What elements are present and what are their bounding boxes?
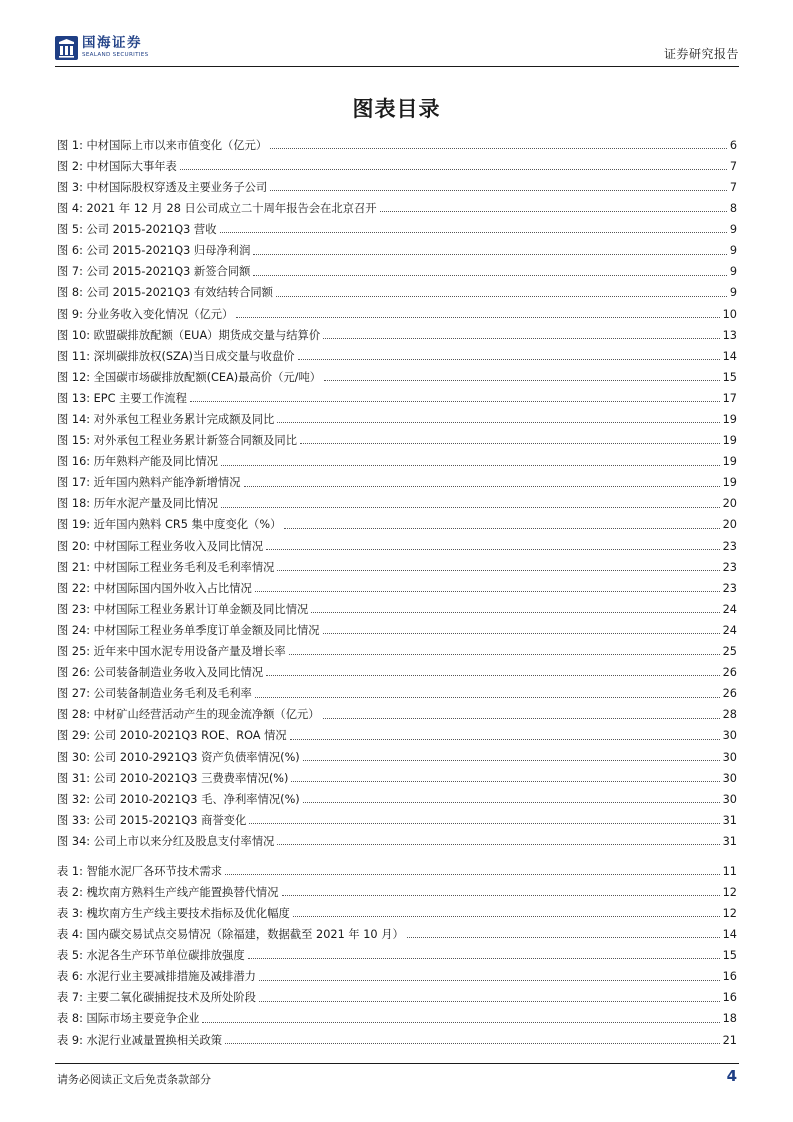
dot-leader: [253, 275, 726, 276]
toc-row-figure-16[interactable]: [57, 449, 737, 470]
toc-page-number: 13: [722, 328, 737, 342]
toc-row-figure-13[interactable]: [57, 386, 737, 407]
toc-entry-label: 图 34: 公司上市以来分红及股息支付率情况: [57, 834, 275, 848]
toc-row-table-4[interactable]: [57, 922, 737, 943]
toc-entry-label: 图 27: 公司装备制造业务毛利及毛利率: [57, 687, 252, 701]
toc-row-figure-24[interactable]: [57, 618, 737, 639]
dot-leader: [277, 844, 719, 845]
toc-row-figure-27[interactable]: [57, 681, 737, 702]
toc-page-number: 15: [722, 949, 737, 963]
toc-page-number: 16: [722, 991, 737, 1005]
toc-entry-label: 表 9: 水泥行业减量置换相关政策: [57, 1033, 223, 1047]
toc-page-number: 8: [729, 202, 737, 216]
dot-leader: [282, 895, 720, 896]
toc-entry-label: 图 10: 欧盟碳排放配额（EUA）期货成交量与结算价: [57, 328, 321, 342]
dot-leader: [276, 296, 727, 297]
toc-row-figure-8[interactable]: [57, 281, 737, 302]
dot-leader: [270, 190, 727, 191]
toc-entry-label: 图 29: 公司 2010-2021Q3 ROE、ROA 情况: [57, 729, 287, 743]
toc-page-number: 25: [722, 645, 737, 659]
toc-row-figure-28[interactable]: [57, 703, 737, 724]
dot-leader: [221, 507, 720, 508]
toc-row-table-5[interactable]: [57, 943, 737, 964]
dot-leader: [244, 486, 720, 487]
dot-leader: [180, 169, 727, 170]
toc-row-figure-21[interactable]: [57, 555, 737, 576]
toc-page-number: 30: [722, 750, 737, 764]
footer-disclaimer: 请务必阅读正文后免责条款部分: [57, 1073, 211, 1086]
toc-entry-label: 表 2: 槐坎南方熟料生产线产能置换替代情况: [57, 885, 279, 899]
dot-leader: [324, 380, 720, 381]
toc-page-number: 9: [729, 244, 737, 258]
toc-row-figure-22[interactable]: [57, 576, 737, 597]
toc-page-number: 9: [729, 223, 737, 237]
dot-leader: [323, 718, 720, 719]
toc-page-number: 19: [722, 413, 737, 427]
toc-entry-label: 图 32: 公司 2010-2021Q3 毛、净利率情况(%): [57, 792, 300, 806]
dot-leader: [266, 675, 720, 676]
dot-leader: [298, 359, 720, 360]
toc-row-figure-7[interactable]: [57, 260, 737, 281]
toc-row-figure-26[interactable]: [57, 660, 737, 681]
toc-page-number: 6: [729, 138, 737, 152]
toc-row-figure-20[interactable]: [57, 534, 737, 555]
toc-row-table-7[interactable]: [57, 986, 737, 1007]
dot-leader: [249, 823, 719, 824]
dot-leader: [380, 211, 727, 212]
page-number: 4: [726, 1067, 737, 1085]
toc-page-number: 10: [722, 307, 737, 321]
dot-leader: [289, 654, 720, 655]
toc-entry-label: 图 6: 公司 2015-2021Q3 归母净利润: [57, 244, 251, 258]
toc-page-number: 7: [729, 180, 737, 194]
dot-leader: [255, 697, 720, 698]
toc-page-number: 31: [722, 813, 737, 827]
dot-leader: [259, 1001, 720, 1002]
toc-page-number: 24: [722, 623, 737, 637]
dot-leader: [236, 317, 719, 318]
toc-entry-label: 图 24: 中材国际工程业务单季度订单金额及同比情况: [57, 623, 320, 637]
toc-page-number: 26: [722, 666, 737, 680]
toc-page-number: 24: [722, 602, 737, 616]
toc-entry-label: 表 1: 智能水泥厂各环节技术需求: [57, 864, 223, 878]
toc-entry-label: 表 8: 国际市场主要竞争企业: [57, 1012, 200, 1026]
header-divider: [55, 66, 739, 67]
toc-page-number: 12: [722, 906, 737, 920]
toc-page-number: 11: [722, 864, 737, 878]
toc-page-number: 19: [722, 476, 737, 490]
dot-leader: [291, 781, 719, 782]
toc-entry-label: 图 23: 中材国际工程业务累计订单金额及同比情况: [57, 602, 309, 616]
dot-leader: [255, 591, 720, 592]
dot-leader: [284, 528, 719, 529]
toc-page-number: 20: [722, 497, 737, 511]
toc-entry-label: 图 19: 近年国内熟料 CR5 集中度变化（%）: [57, 518, 282, 532]
toc-row-figure-17[interactable]: [57, 471, 737, 492]
company-logo[interactable]: [55, 36, 148, 60]
toc-entry-label: 图 14: 对外承包工程业务累计完成额及同比: [57, 413, 275, 427]
dot-leader: [220, 232, 727, 233]
toc-entry-label: 图 31: 公司 2010-2021Q3 三费费率情况(%): [57, 771, 289, 785]
toc-page-number: 17: [722, 391, 737, 405]
toc-page-number: 9: [729, 286, 737, 300]
dot-leader: [253, 254, 726, 255]
toc-row-figure-33[interactable]: [57, 808, 737, 829]
toc-page-number: 23: [722, 560, 737, 574]
toc-row-figure-19[interactable]: [57, 513, 737, 534]
logo-english-name: SEALAND SECURITIES: [82, 51, 149, 58]
dot-leader: [407, 937, 720, 938]
toc-page-number: 19: [722, 455, 737, 469]
toc-row-figure-23[interactable]: [57, 597, 737, 618]
toc-entry-label: 图 7: 公司 2015-2021Q3 新签合同额: [57, 265, 251, 279]
toc-page-number: 26: [722, 687, 737, 701]
toc-row-figure-1[interactable]: [57, 133, 737, 154]
toc-page-number: 9: [729, 265, 737, 279]
toc-row-figure-11[interactable]: [57, 344, 737, 365]
dot-leader: [303, 760, 720, 761]
toc-row-table-3[interactable]: [57, 901, 737, 922]
toc-entry-label: 图 30: 公司 2010-2921Q3 资产负债率情况(%): [57, 750, 300, 764]
toc-row-figure-2[interactable]: [57, 154, 737, 175]
dot-leader: [190, 401, 720, 402]
dot-leader: [277, 570, 719, 571]
toc-page-number: 23: [722, 539, 737, 553]
dot-leader: [300, 443, 720, 444]
toc-page-number: 20: [722, 518, 737, 532]
toc-page-number: 19: [722, 434, 737, 448]
toc-page-number: 23: [722, 581, 737, 595]
toc-row-figure-34[interactable]: [57, 829, 737, 850]
toc-page-number: 14: [722, 928, 737, 942]
toc-entry-label: 图 16: 历年熟料产能及同比情况: [57, 455, 218, 469]
toc-row-figure-6[interactable]: [57, 238, 737, 259]
figure-index: [57, 133, 737, 850]
logo-chinese-name: 国海证券: [82, 35, 142, 52]
toc-page-number: 30: [722, 771, 737, 785]
toc-row-figure-4[interactable]: [57, 196, 737, 217]
toc-entry-label: 图 25: 近年来中国水泥专用设备产量及增长率: [57, 645, 286, 659]
toc-row-figure-5[interactable]: [57, 217, 737, 238]
toc-entry-label: 图 1: 中材国际上市以来市值变化（亿元）: [57, 138, 268, 152]
toc-row-figure-29[interactable]: [57, 724, 737, 745]
toc-entry-label: 图 12: 全国碳市场碳排放配额(CEA)最高价（元/吨）: [57, 370, 322, 384]
toc-row-figure-10[interactable]: [57, 323, 737, 344]
report-type-label: 证券研究报告: [663, 47, 739, 61]
toc-entry-label: 图 8: 公司 2015-2021Q3 有效结转合同额: [57, 286, 273, 300]
toc-row-table-2[interactable]: [57, 880, 737, 901]
toc-entry-label: 表 6: 水泥行业主要减排措施及减排潜力: [57, 970, 256, 984]
toc-row-figure-30[interactable]: [57, 745, 737, 766]
toc-entry-label: 图 20: 中材国际工程业务收入及同比情况: [57, 539, 264, 553]
footer-divider: [55, 1063, 739, 1064]
dot-leader: [202, 1022, 719, 1023]
toc-row-figure-12[interactable]: [57, 365, 737, 386]
toc-page-number: 14: [722, 349, 737, 363]
dot-leader: [248, 958, 720, 959]
toc-entry-label: 图 33: 公司 2015-2021Q3 商誉变化: [57, 813, 247, 827]
toc-page-number: 12: [722, 885, 737, 899]
toc-row-table-6[interactable]: [57, 964, 737, 985]
toc-page-number: 30: [722, 792, 737, 806]
toc-page-number: 18: [722, 1012, 737, 1026]
sealand-logo-icon: [55, 36, 78, 60]
toc-entry-label: 图 15: 对外承包工程业务累计新签合同额及同比: [57, 434, 298, 448]
toc-entry-label: 图 9: 分业务收入变化情况（亿元）: [57, 307, 234, 321]
dot-leader: [290, 739, 720, 740]
toc-entry-label: 图 28: 中材矿山经营活动产生的现金流净额（亿元）: [57, 708, 320, 722]
dot-leader: [311, 612, 719, 613]
toc-row-figure-18[interactable]: [57, 492, 737, 513]
toc-entry-label: 表 4: 国内碳交易试点交易情况（除福建，数据截至 2021 年 10 月）: [57, 928, 404, 942]
toc-entry-label: 图 5: 公司 2015-2021Q3 营收: [57, 223, 217, 237]
dot-leader: [225, 1043, 720, 1044]
toc-page-number: 16: [722, 970, 737, 984]
dot-leader: [221, 465, 720, 466]
page-header: [55, 33, 739, 66]
toc-entry-label: 表 3: 槐坎南方生产线主要技术指标及优化幅度: [57, 906, 290, 920]
dot-leader: [259, 980, 720, 981]
toc-row-table-9[interactable]: [57, 1028, 737, 1049]
toc-entry-label: 图 17: 近年国内熟料产能净新增情况: [57, 476, 241, 490]
table-index: [57, 859, 737, 1049]
toc-entry-label: 图 18: 历年水泥产量及同比情况: [57, 497, 218, 511]
dot-leader: [277, 422, 719, 423]
toc-row-table-1[interactable]: [57, 859, 737, 880]
dot-leader: [323, 338, 719, 339]
toc-page-number: 30: [722, 729, 737, 743]
toc-entry-label: 图 22: 中材国际国内国外收入占比情况: [57, 581, 252, 595]
toc-entry-label: 图 4: 2021 年 12 月 28 日公司成立二十周年报告会在北京召开: [57, 202, 377, 216]
toc-page-number: 21: [722, 1033, 737, 1047]
toc-entry-label: 图 26: 公司装备制造业务收入及同比情况: [57, 666, 264, 680]
toc-entry-label: 图 21: 中材国际工程业务毛利及毛利率情况: [57, 560, 275, 574]
toc-entry-label: 表 5: 水泥各生产环节单位碳排放强度: [57, 949, 245, 963]
dot-leader: [293, 916, 720, 917]
toc-entry-label: 图 13: EPC 主要工作流程: [57, 391, 187, 405]
dot-leader: [266, 549, 720, 550]
toc-row-figure-14[interactable]: [57, 407, 737, 428]
toc-page-number: 15: [722, 370, 737, 384]
toc-row-figure-15[interactable]: [57, 428, 737, 449]
dot-leader: [225, 874, 720, 875]
dot-leader: [303, 802, 720, 803]
toc-row-figure-25[interactable]: [57, 639, 737, 660]
toc-page-number: 7: [729, 159, 737, 173]
toc-row-figure-9[interactable]: [57, 302, 737, 323]
toc-row-figure-31[interactable]: [57, 766, 737, 787]
dot-leader: [270, 148, 727, 149]
toc-entry-label: 表 7: 主要二氧化碳捕捉技术及所处阶段: [57, 991, 256, 1005]
toc-entry-label: 图 3: 中材国际股权穿透及主要业务子公司: [57, 180, 268, 194]
toc-entry-label: 图 11: 深圳碳排放权(SZA)当日成交量与收盘价: [57, 349, 295, 363]
dot-leader: [323, 633, 720, 634]
toc-row-figure-32[interactable]: [57, 787, 737, 808]
page-title: 图表目录: [352, 96, 441, 121]
toc-page-number: 28: [722, 708, 737, 722]
toc-entry-label: 图 2: 中材国际大事年表: [57, 159, 177, 173]
toc-row-figure-3[interactable]: [57, 175, 737, 196]
toc-row-table-8[interactable]: [57, 1007, 737, 1028]
toc-page-number: 31: [722, 834, 737, 848]
